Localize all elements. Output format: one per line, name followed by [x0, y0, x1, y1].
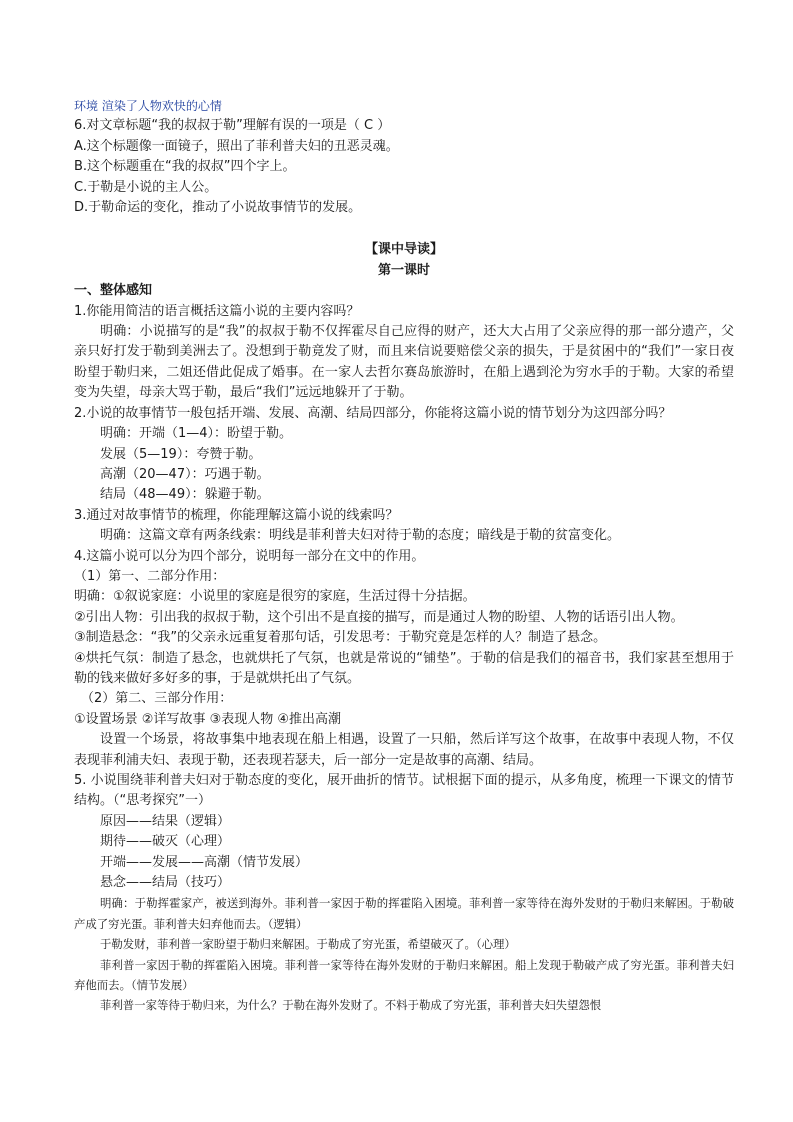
answer-2-part1: 明确：开端（1—4）：盼望于勒。	[100, 426, 293, 442]
answer-1: 明确：小说描写的是“我”的叔叔于勒不仅挥霍尽自己应得的财产，还大大占用了父亲应得的那一部分遗产，父亲只好打发于勒到美洲去了。没想到于勒竟发了财，而且来信说要赔偿父亲的损失，于是贫困中的“我们”一家日夜盼望于勒归来，二姐还借此促成了婚事。在一家人去哲尔赛岛旅游时，在船上遇到沦为穷水手的于勒。大家的希望变为失望，母亲大骂于勒，最后“我们”远远地躲开了于勒。	[74, 324, 734, 401]
part-2-heading: （2）第二、三部分作用：	[81, 691, 233, 707]
section-subtitle: 第一课时	[377, 262, 430, 278]
answer-2-part4: 结局（48—49）：躲避于勒。	[100, 487, 270, 503]
part-2-list: ①设置场景 ②详写故事 ③表现人物 ④推出高潮	[74, 711, 342, 727]
part-1-point-c: ③制造悬念：“我”的父亲永远重复着那句话，引发思考：于勒究竟是怎样的人？制造了悬念。	[74, 630, 607, 646]
option-a: A.这个标题像一面镜子，照出了菲利普夫妇的丑恶灵魂。	[74, 138, 399, 154]
part-1-point-b: ②引出人物：引出我的叔叔于勒，这个引出不是直接的描写，而是通过人物的盼望、人物的话语引出人物。	[74, 609, 684, 625]
hint-plot: 开端——发展——高潮（情节发展）	[100, 854, 309, 870]
part-2-text: 设置一个场景，将故事集中地表现在船上相遇，设置了一只船，然后详写这个故事，在故事中表现人物，不仅表现菲利浦夫妇、表现于勒，还表现若瑟夫，后一部分一定是故事的高潮、结局。	[74, 732, 734, 768]
question-3: 3.通过对故事情节的梳理，你能理解这篇小说的线索吗？	[74, 507, 399, 523]
answer-3: 明确：这篇文章有两条线索：明线是菲利普夫妇对待于勒的态度；暗线是于勒的贫富变化。	[100, 528, 621, 544]
answer-5-plot: 菲利普一家因于勒的挥霍陷入困境。菲利普一家等待在海外发财的于勒归来解困。船上发现于勒破产成了穷光蛋。菲利普夫妇弃他而去。（情节发展）	[74, 957, 734, 993]
hint-logic: 原因——结果（逻辑）	[100, 813, 231, 829]
answer-2-part3: 高潮（20—47）：巧遇于勒。	[100, 466, 270, 482]
part-1-point-a: 明确：①叙说家庭：小说里的家庭是很穷的家庭，生活过得十分拮据。	[74, 589, 476, 605]
question-4: 4.这篇小说可以分为四个部分，说明每一部分在文中的作用。	[74, 548, 425, 564]
question-1: 1.你能用简洁的语言概括这篇小说的主要内容吗？	[74, 303, 360, 319]
part-1-heading: （1）第一、二部分作用：	[74, 568, 226, 584]
hint-psychology: 期待——破灭（心理）	[100, 834, 231, 850]
question-2: 2.小说的故事情节一般包括开端、发展、高潮、结局四部分，你能将这篇小说的情节划分为这四部分吗？	[74, 405, 672, 421]
section-title: 【课中导读】	[364, 242, 443, 258]
answer-5-logic: 明确：于勒挥霍家产，被送到海外。菲利普一家因于勒的挥霍陷入困境。菲利普一家等待在海外发财的于勒归来解困。于勒破产成了穷光蛋。菲利普夫妇弃他而去。（逻辑）	[74, 896, 734, 931]
option-c: C.于勒是小说的主人公。	[74, 179, 218, 195]
question-5: 5. 小说围绕菲利普夫妇对于勒态度的变化，展开曲折的情节。试根据下面的提示，从多角度，梳理一下课文的情节结构。（“思考探究”一）	[74, 773, 734, 809]
spacer	[74, 218, 734, 240]
part-1-point-d: ④烘托气氛：制造了悬念，也就烘托了气氛，也就是常说的“铺垫”。于勒的信是我们的福音书，我们家甚至想用于勒的钱来做好多好多的事，于是就烘托出了气氛。	[74, 650, 734, 686]
answer-5-technique: 菲利普一家等待于勒归来，为什么？于勒在海外发财了。不料于勒成了穷光蛋，菲利普夫妇失望怨恨	[100, 998, 602, 1013]
answer-line: 环境 渲染了人物欢快的心情	[74, 99, 222, 113]
question-6: 6.对文章标题“我的叔叔于勒”理解有误的一项是（ C ）	[74, 118, 391, 134]
answer-5-psychology: 于勒发财，菲利普一家盼望于勒归来解困。于勒成了穷光蛋，希望破灭了。（心理）	[100, 937, 516, 952]
heading-overall: 一、整体感知	[74, 283, 153, 299]
option-d: D.于勒命运的变化，推动了小说故事情节的发展。	[74, 200, 362, 216]
answer-2-part2: 发展（5—19）：夸赞于勒。	[100, 446, 262, 462]
hint-technique: 悬念——结局（技巧）	[100, 875, 231, 891]
option-b: B.这个标题重在“我的叔叔”四个字上。	[74, 159, 296, 175]
document-page	[74, 96, 734, 1016]
